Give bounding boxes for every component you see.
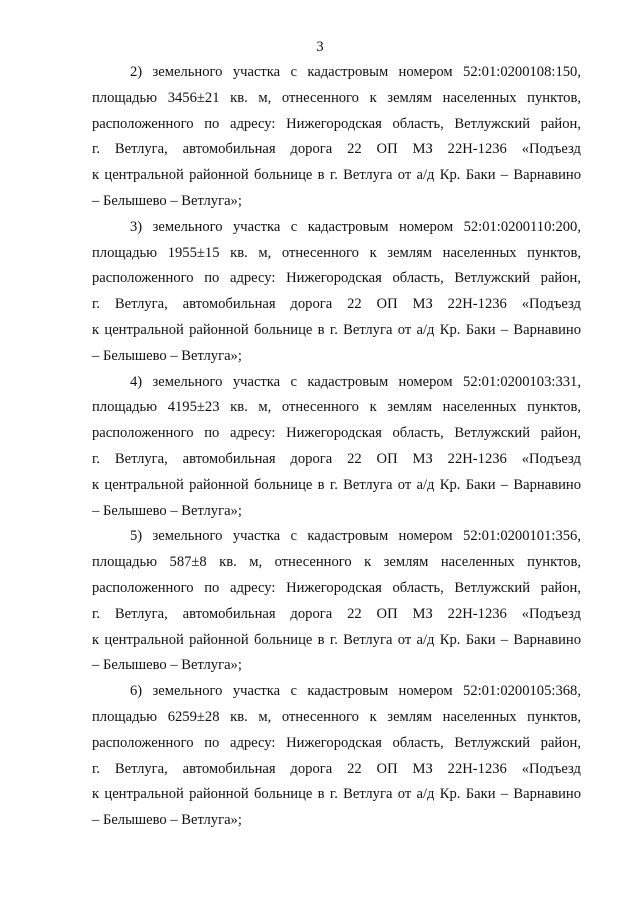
text-line: площадью 3456±21 кв. м, отнесенного к землям населенных пунктов, <box>92 89 581 106</box>
text-line: г. Ветлуга, автомобильная дорога 22 ОП МЗ 22Н-1236 «Подъезд <box>92 141 581 158</box>
text-line: расположенного по адресу: Нижегородская область, Ветлужский район, <box>92 579 581 596</box>
text-line: 4) земельного участка с кадастровым номером 52:01:0200103:331, <box>130 373 581 390</box>
text-line: площадью 4195±23 кв. м, отнесенного к землям населенных пунктов, <box>92 399 581 416</box>
land-plot-item <box>92 679 581 834</box>
text-line: расположенного по адресу: Нижегородская область, Ветлужский район, <box>92 270 581 287</box>
text-line: к центральной районной больнице в г. Ветлуга от а/д Кр. Баки – Варнавино <box>92 167 581 184</box>
text-line: площадью 1955±15 кв. м, отнесенного к землям населенных пунктов, <box>92 244 581 261</box>
land-plot-item <box>92 370 581 525</box>
text-line: 6) земельного участка с кадастровым номером 52:01:0200105:368, <box>130 683 581 700</box>
page-number: 3 <box>316 39 324 55</box>
text-line: г. Ветлуга, автомобильная дорога 22 ОП МЗ 22Н-1236 «Подъезд <box>92 296 581 313</box>
text-line: к центральной районной больнице в г. Ветлуга от а/д Кр. Баки – Варнавино <box>92 631 581 648</box>
text-line: г. Ветлуга, автомобильная дорога 22 ОП МЗ 22Н-1236 «Подъезд <box>92 450 581 467</box>
text-line: к центральной районной больнице в г. Ветлуга от а/д Кр. Баки – Варнавино <box>92 786 581 803</box>
text-line: расположенного по адресу: Нижегородская область, Ветлужский район, <box>92 734 581 751</box>
text-line: площадью 6259±28 кв. м, отнесенного к землям населенных пунктов, <box>92 708 581 725</box>
land-plot-item <box>92 215 581 370</box>
text-line: площадью 587±8 кв. м, отнесенного к землям населенных пунктов, <box>92 554 581 571</box>
text-line: – Белышево – Ветлуга»; <box>92 347 242 364</box>
text-line: – Белышево – Ветлуга»; <box>92 502 242 519</box>
text-line: 5) земельного участка с кадастровым номером 52:01:0200101:356, <box>130 528 581 545</box>
text-line: 2) земельного участка с кадастровым номером 52:01:0200108:150, <box>130 64 581 80</box>
document-body <box>92 60 581 834</box>
text-line: – Белышево – Ветлуга»; <box>92 812 242 829</box>
text-line: – Белышево – Ветлуга»; <box>92 657 242 674</box>
land-plot-item <box>92 60 581 215</box>
text-line: г. Ветлуга, автомобильная дорога 22 ОП МЗ 22Н-1236 «Подъезд <box>92 605 581 622</box>
text-line: расположенного по адресу: Нижегородская область, Ветлужский район, <box>92 115 581 132</box>
text-line: расположенного по адресу: Нижегородская область, Ветлужский район, <box>92 425 581 442</box>
text-line: 3) земельного участка с кадастровым номером 52:01:0200110:200, <box>130 218 581 235</box>
text-line: – Белышево – Ветлуга»; <box>92 192 242 209</box>
text-line: к центральной районной больнице в г. Ветлуга от а/д Кр. Баки – Варнавино <box>92 321 581 338</box>
text-line: г. Ветлуга, автомобильная дорога 22 ОП МЗ 22Н-1236 «Подъезд <box>92 760 581 777</box>
text-line: к центральной районной больнице в г. Ветлуга от а/д Кр. Баки – Варнавино <box>92 476 581 493</box>
land-plot-item <box>92 524 581 679</box>
